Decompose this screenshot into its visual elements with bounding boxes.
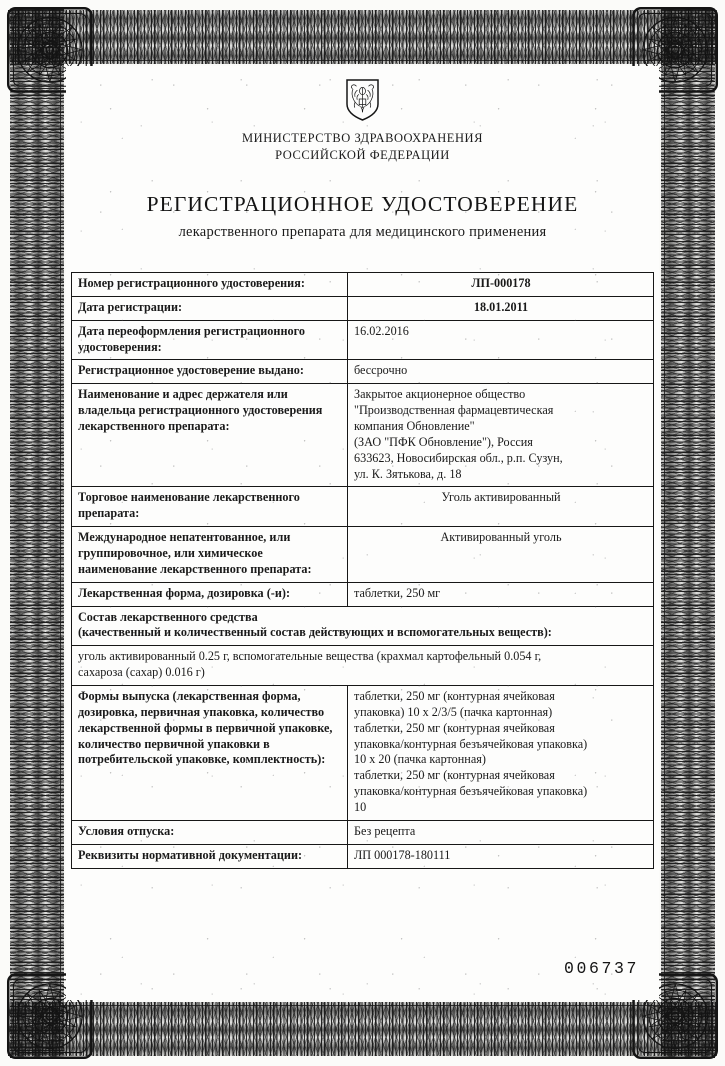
ornamental-border-bottom (8, 1002, 717, 1056)
table-row-dosage-form (72, 582, 654, 606)
table-row-registration-date (72, 296, 654, 320)
ornamental-border-right (661, 8, 715, 1058)
russian-coat-of-arms-emblem-icon (344, 78, 381, 122)
ministry-heading (66, 130, 659, 163)
table-row-composition-value (72, 646, 654, 686)
table-row-issued-for (72, 360, 654, 384)
ornamental-border-top (8, 10, 717, 64)
label-dispensing: Условия отпуска: (72, 820, 348, 844)
label-holder: Наименование и адрес держателя или владельца регистрационного удостоверения лекарственного препарата: (72, 384, 348, 487)
table-row-composition-heading (72, 606, 654, 646)
certificate-subtitle: лекарственного препарата для медицинского применения (178, 224, 547, 240)
composition-heading-line-1: Состав лекарственного средства (78, 609, 258, 624)
label-normative-docs: Реквизиты нормативной документации: (72, 844, 348, 868)
emblem-container (66, 66, 659, 127)
label-issued-for: Регистрационное удостоверение выдано: (72, 360, 348, 384)
ministry-line-1: МИНИСТЕРСТВО ЗДРАВООХРАНЕНИЯ (241, 131, 484, 145)
release-forms-line-2: упаковка) 10 x 2/3/5 (пачка картонная) (354, 704, 553, 719)
table-row-dispensing (72, 820, 654, 844)
release-forms-line-5: 10 x 20 (пачка картонная) (354, 752, 486, 767)
value-trade-name: Уголь активированный (348, 487, 654, 527)
label-release-forms: Формы выпуска (лекарственная форма, дозировка, первичная упаковка, количество лекарственной формы в первичной упаковке, количество первичной упаковки в потребительской упаковке, комплектность): (72, 686, 348, 821)
certificate-content (66, 66, 659, 1000)
table-row-holder (72, 384, 654, 487)
value-issued-for: бессрочно (348, 360, 654, 384)
certificate-data-table (71, 272, 654, 869)
holder-line-3: компания Обновление" (354, 419, 475, 434)
holder-line-5: 633623, Новосибирская обл., р.п. Сузун, (354, 450, 563, 465)
certificate-title: РЕГИСТРАЦИОННОЕ УДОСТОВЕРЕНИЕ (146, 192, 579, 216)
value-dosage-form: таблетки, 250 мг (348, 582, 654, 606)
table-row-inn (72, 527, 654, 583)
value-holder (348, 384, 654, 487)
release-forms-line-3: таблетки, 250 мг (контурная ячейковая (354, 720, 555, 735)
value-reissue-date: 16.02.2016 (348, 320, 654, 360)
composition-value (72, 646, 654, 686)
label-registration-date: Дата регистрации: (72, 296, 348, 320)
value-release-forms (348, 686, 654, 821)
document-serial-number: 006737 (563, 959, 639, 978)
value-normative-docs: ЛП 000178-180111 (348, 844, 654, 868)
table-row-registration-number (72, 273, 654, 297)
table-row-trade-name (72, 487, 654, 527)
holder-line-4: (ЗАО "ПФК Обновление"), Россия (354, 434, 533, 449)
value-registration-number: ЛП-000178 (348, 273, 654, 297)
release-forms-line-6: таблетки, 250 мг (контурная ячейковая (354, 768, 555, 783)
holder-line-2: "Производственная фармацевтическая (354, 403, 554, 418)
table-row-reissue-date (72, 320, 654, 360)
label-dosage-form: Лекарственная форма, дозировка (-и): (72, 582, 348, 606)
release-forms-line-4: упаковка/контурная безъячейковая упаковка) (354, 736, 588, 751)
release-forms-line-8: 10 (354, 800, 367, 815)
ministry-line-2: РОССИЙСКОЙ ФЕДЕРАЦИИ (275, 147, 450, 162)
release-forms-line-1: таблетки, 250 мг (контурная ячейковая (354, 689, 555, 704)
holder-line-1: Закрытое акционерное общество (354, 387, 526, 402)
table-row-normative-docs (72, 844, 654, 868)
table-row-release-forms (72, 686, 654, 821)
ornamental-border-left (10, 8, 64, 1058)
composition-heading (72, 606, 654, 646)
value-inn: Активированный уголь (348, 527, 654, 583)
composition-heading-line-2: (качественный и количественный состав действующих и вспомогательных веществ): (78, 625, 552, 640)
composition-value-line-1: уголь активированный 0.25 г, вспомогательные вещества (крахмал картофельный 0.054 г, (78, 649, 542, 664)
label-registration-number: Номер регистрационного удостоверения: (72, 273, 348, 297)
value-dispensing: Без рецепта (348, 820, 654, 844)
label-reissue-date: Дата переоформления регистрационного удостоверения: (72, 320, 348, 360)
value-registration-date: 18.01.2011 (348, 296, 654, 320)
composition-value-line-2: сахароза (сахар) 0.016 г) (78, 665, 205, 680)
label-trade-name: Торговое наименование лекарственного препарата: (72, 487, 348, 527)
release-forms-line-7: упаковка/контурная безъячейковая упаковка) (354, 784, 588, 799)
holder-line-6: ул. К. Зятькова, д. 18 (354, 466, 462, 481)
label-inn: Международное непатентованное, или группировочное, или химическое наименование лекарственного препарата: (72, 527, 348, 583)
